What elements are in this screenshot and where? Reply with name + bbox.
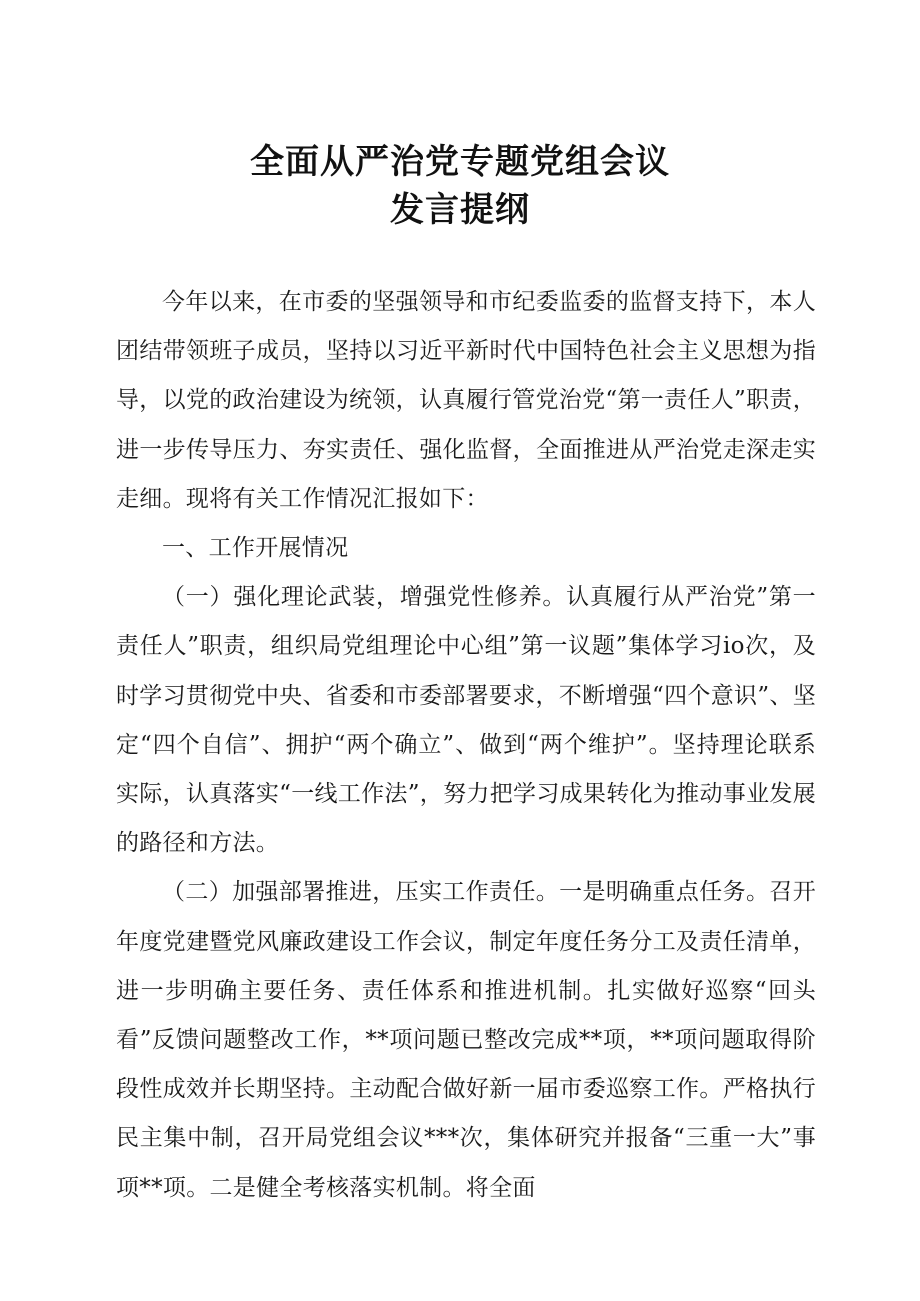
document-title-line-1: 全面从严治党专题党组会议 xyxy=(250,142,670,182)
paragraph-theory-study: （一）强化理论武装，增强党性修养。认真履行从严治党”第一责任人”职责，组织局党组理论中心组”第一议题”集体学习io次，及时学习贯彻党中央、省委和市委部署要求，不断增强“四个意识”、坚定“四个自信”、拥护“两个确立”、做到“两个维护”。坚持理论联系实际，认真落实“一线工作法”，努力把学习成果转化为推动事业发展的路径和方法。 xyxy=(116,584,816,857)
intro-paragraph: 今年以来，在市委的坚强领导和市纪委监委的监督支持下，本人团结带领班子成员，坚持以习近平新时代中国特色社会主义思想为指导，以党的政治建设为统领，认真履行管党治党“第一责任人”职责，进一步传导压力、夯实责任、强化监督，全面推进从严治党走深走实走细。现将有关工作情况汇报如下： xyxy=(116,289,816,512)
section-heading-work-progress: 一、工作开展情况 xyxy=(162,535,349,562)
paragraph-deployment: （二）加强部署推进，压实工作责任。一是明确重点任务。召开年度党建暨党风廉政建设工作会议，制定年度任务分工及责任清单，进一步明确主要任务、责任体系和推进机制。扎实做好巡察“回头看”反馈问题整改工作，**项问题已整改完成**项，**项问题取得阶段性成效并长期坚持。主动配合做好新一届市委巡察工作。严格执行民主集中制，召开局党组会议***次，集体研究并报备“三重一大”事项**项。二是健全考核落实机制。将全面 xyxy=(116,879,816,1201)
document-title-line-2: 发言提纲 xyxy=(390,190,530,230)
document-body xyxy=(116,278,816,1213)
